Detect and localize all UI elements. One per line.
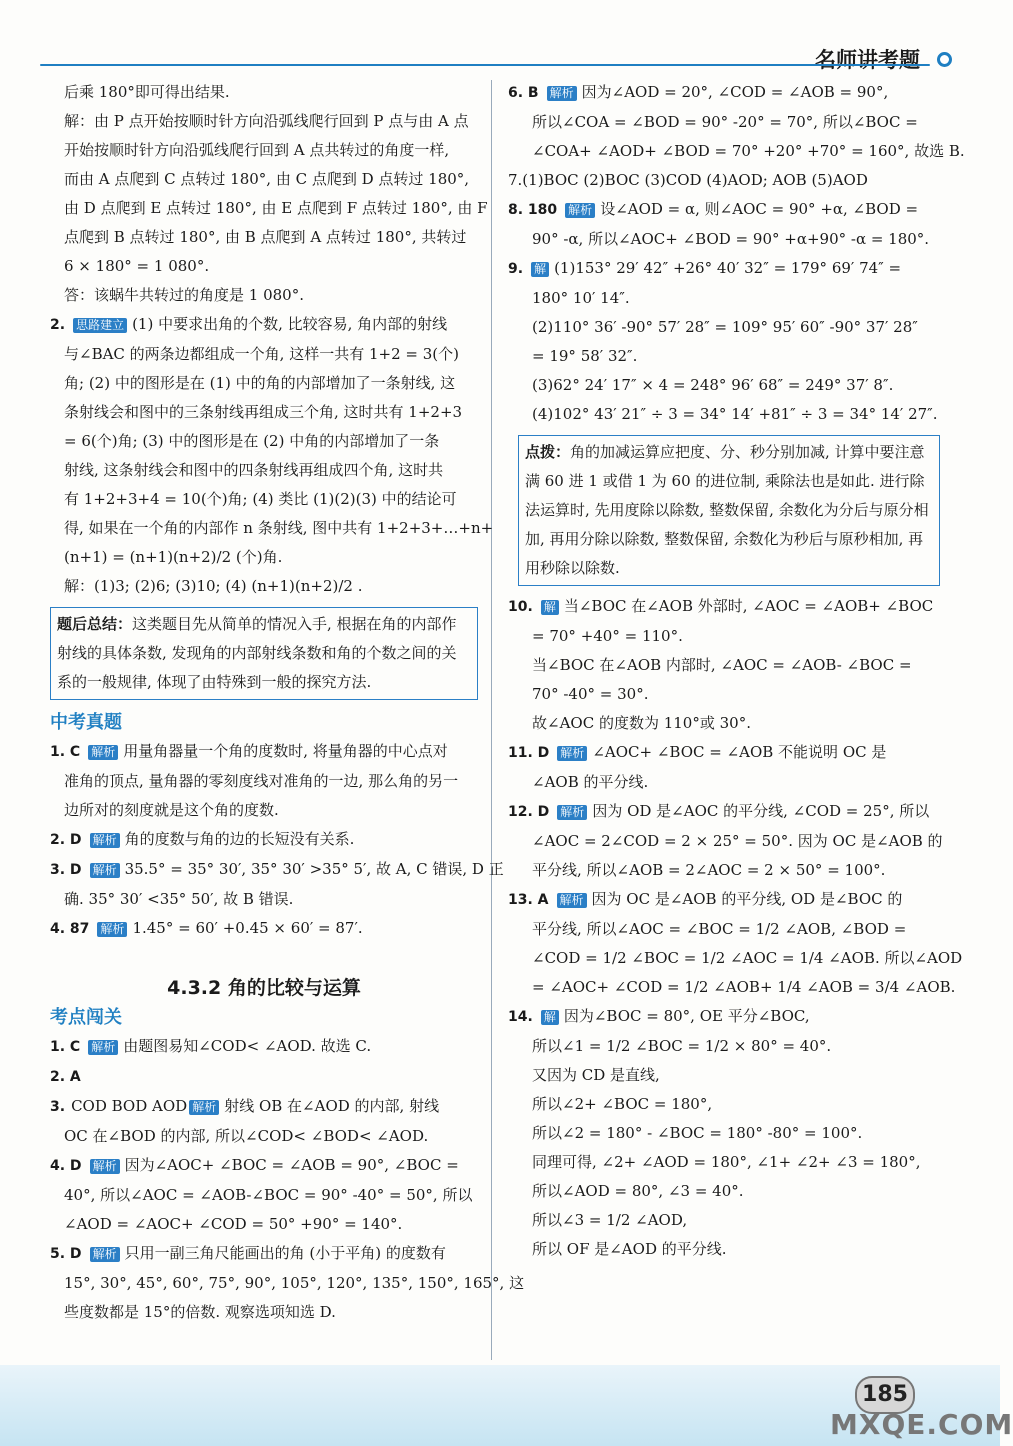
summary-heading: 题后总结： [57, 615, 133, 633]
question-number: 6. B [508, 85, 539, 101]
text-line: 当∠BOC 在∠AOB 内部时, ∠AOC = ∠AOB- ∠BOC = [532, 656, 912, 674]
analysis-tag: 解析 [565, 203, 595, 218]
text-line: ∠AOC = 2∠COD = 2 × 25° = 50°. 因为 OC 是∠AOB 的 [532, 832, 943, 850]
text-line: 用量角器量一个角的度数时, 将量角器的中心点对 [123, 742, 448, 760]
text-line: 又因为 CD 是直线, [532, 1066, 660, 1084]
solution-tag: 解 [531, 262, 549, 277]
question-number: 10. [508, 599, 533, 615]
text-line: = 6(个)角; (3) 中的图形是在 (2) 中角的内部增加了一条 [64, 432, 440, 450]
text-line: 射线 OB 在∠AOD 的内部, 射线 [224, 1097, 440, 1115]
text-line: 70° -40° = 30°. [532, 685, 649, 703]
question-z4 [50, 914, 478, 944]
header-rule [40, 64, 930, 66]
summary-box [50, 607, 478, 700]
question-14 [508, 1002, 940, 1032]
solution-tag: 解 [541, 1010, 559, 1025]
text-line: 当∠BOC 在∠AOB 外部时, ∠AOC = ∠AOB+ ∠BOC [563, 597, 934, 615]
answer-line: 解：(1)3; (2)6; (3)10; (4) (n+1)(n+2)/2 . [64, 577, 363, 595]
text-line: ∠COA+ ∠AOD+ ∠BOD = 70° +20° +70° = 160°, 故选 B. [532, 142, 965, 160]
text-line: 35.5° = 35° 30′, 35° 30′ >35° 5′, 故 A, C 错误, D 正 [124, 860, 504, 878]
text-line: 角的度数与角的边的长短没有关系. [124, 830, 355, 848]
text-line: OC 在∠BOD 的内部, 所以∠COD< ∠BOD< ∠AOD. [64, 1127, 429, 1145]
analysis-tag: 解析 [90, 833, 120, 848]
text-line: 180° 10′ 14″. [532, 289, 630, 307]
page-number: 185 [855, 1376, 915, 1414]
solution-text: 解：由 P 点开始按顺时针方向沿弧线爬行回到 P 点与由 A 点 [64, 112, 469, 130]
analysis-tag: 解析 [90, 1247, 120, 1262]
solution-tag: 解 [541, 600, 559, 615]
text-line: 所以∠COA = ∠BOD = 90° -20° = 70°, 所以∠BOC = [532, 113, 918, 131]
text-line: 90° -α, 所以∠AOC+ ∠BOD = 90° +α+90° -α = 180°. [532, 230, 930, 248]
text-line: 准角的顶点, 量角器的零刻度线对准角的一边, 那么角的另一 [64, 772, 459, 790]
analysis-tag: 解析 [189, 1100, 219, 1115]
text-line: 所以∠AOD = 80°, ∠3 = 40°. [532, 1182, 744, 1200]
question-k2 [50, 1062, 478, 1092]
watermark: MXQE.COM [830, 1408, 1013, 1441]
text-line: 15°, 30°, 45°, 60°, 75°, 90°, 105°, 120°, 135°, 150°, 165°, 这 [64, 1274, 525, 1292]
header-circle-icon [937, 52, 952, 67]
question-number: 13. A [508, 892, 549, 908]
answer-text: COD BOD AOD [71, 1097, 188, 1115]
question-number: 14. [508, 1009, 533, 1025]
question-number: 3. [50, 1099, 66, 1115]
text-line: 故∠AOC 的度数为 110°或 30°. [532, 714, 751, 732]
text-line: 射线, 这条射线会和图中的四条射线再组成四个角, 这时共 [64, 461, 444, 479]
question-number: 11. D [508, 745, 550, 761]
question-9 [508, 254, 940, 284]
analysis-tag: 解析 [90, 863, 120, 878]
section-heading: 中考真题 [50, 712, 122, 733]
question-11 [508, 738, 940, 768]
question-number: 5. D [50, 1246, 82, 1262]
text-line: 平分线, 所以∠AOC = ∠BOC = 1/2 ∠AOB, ∠BOD = [532, 920, 907, 938]
question-12 [508, 797, 940, 827]
question-10 [508, 592, 940, 622]
text-line: 因为∠AOC+ ∠BOC = ∠AOB = 90°, ∠BOC = [124, 1156, 459, 1174]
text-line: ∠COD = 1/2 ∠BOC = 1/2 ∠AOC = 1/4 ∠AOB. 所以∠AOD [532, 949, 963, 967]
text-line [50, 107, 478, 136]
question-number: 12. D [508, 804, 550, 820]
text-line: 所以∠1 = 1/2 ∠BOC = 1/2 × 80° = 40°. [532, 1037, 832, 1055]
text-line: ∠AOD = ∠AOC+ ∠COD = 50° +90° = 140°. [64, 1215, 403, 1233]
question-k3 [50, 1092, 478, 1122]
text-line: 而由 A 点爬到 C 点转过 180°, 由 C 点爬到 D 点转过 180°, [64, 170, 470, 188]
text-line: 设∠AOD = α, 则∠AOC = 90° +α, ∠BOD = [600, 200, 919, 218]
analysis-tag: 解析 [557, 805, 587, 820]
text-line: (4)102° 43′ 21″ ÷ 3 = 34° 14′ +81″ ÷ 3 = 34° 14′ 27″. [532, 405, 938, 423]
text-line: = 70° +40° = 110°. [532, 627, 683, 645]
thinking-tag: 思路建立 [73, 318, 127, 333]
text-line: 所以 OF 是∠AOD 的平分线. [532, 1240, 727, 1258]
tip-body: 角的加减运算应把度、分、秒分别加减, 计算中要注意满 60 进 1 或借 1 为 60 的进位制, 乘除法也是如此. 进行除法运算时, 先用度除以除数, 整数保留, 余数化为分后与原分相加, 再用分除以除数, 整数保留, 余数化为秒后与原秒相加, 再用秒除以除数. [525, 443, 929, 577]
question-number: 1. C [50, 1039, 81, 1055]
question-number: 4. 87 [50, 921, 90, 937]
text-line: 边所对的刻度就是这个角的度数. [64, 801, 279, 819]
text-line: 得, 如果在一个角的内部作 n 条射线, 图中共有 1+2+3+…+n+ [64, 519, 494, 537]
question-number: 3. D [50, 862, 82, 878]
question-number: 4. D [50, 1158, 82, 1174]
text-line: (3)62° 24′ 17″ × 4 = 248° 96′ 68″ = 249° 37′ 8″. [532, 376, 894, 394]
text-line: 只用一副三角尺能画出的角 (小于平角) 的度数有 [124, 1244, 446, 1262]
column-divider [491, 80, 492, 1360]
question-13 [508, 885, 940, 915]
text-line: 点爬到 B 点转过 180°, 由 B 点爬到 A 点转过 180°, 共转过 [64, 228, 467, 246]
question-8 [508, 195, 940, 225]
text-line: 些度数都是 15°的倍数. 观察选项知选 D. [64, 1303, 336, 1321]
tip-box [518, 435, 940, 586]
text-line: 因为∠AOD = 20°, ∠COD = ∠AOB = 90°, [581, 83, 889, 101]
text-line: 条射线会和图中的三条射线再组成三个角, 这时共有 1+2+3 [64, 403, 463, 421]
question-number: 8. 180 [508, 202, 558, 218]
text-line: 后乘 180°即可得出结果. [64, 83, 230, 101]
text-line: = 19° 58′ 32″. [532, 347, 638, 365]
text-line: 与∠BAC 的两条边都组成一个角, 这样一共有 1+2 = 3(个) [64, 345, 459, 363]
summary-text [57, 610, 471, 697]
analysis-tag: 解析 [97, 922, 127, 937]
summary-body: 这类题目先从简单的情况入手, 根据在角的内部作射线的具体条数, 发现角的内部射线条数和角的个数之间的关系的一般规律, 体现了由特殊到一般的探究方法. [57, 615, 457, 691]
text-line: 确. 35° 30′ <35° 50′, 故 B 错误. [64, 890, 294, 908]
text-line: 平分线, 所以∠AOB = 2∠AOC = 2 × 50° = 100°. [532, 861, 886, 879]
question-k5 [50, 1239, 478, 1269]
text-line: 因为 OC 是∠AOB 的平分线, OD 是∠BOC 的 [591, 890, 903, 908]
analysis-tag: 解析 [557, 893, 587, 908]
question-7: 7.(1)BOC (2)BOC (3)COD (4)AOD; AOB (5)AOD [508, 171, 868, 189]
question-z2 [50, 825, 478, 855]
question-k4 [50, 1151, 478, 1181]
text-line: 因为 OD 是∠AOC 的平分线, ∠COD = 25°, 所以 [592, 802, 930, 820]
text-line: 同理可得, ∠2+ ∠AOD = 180°, ∠1+ ∠2+ ∠3 = 180°, [532, 1153, 921, 1171]
text-line: 有 1+2+3+4 = 10(个)角; (4) 类比 (1)(2)(3) 中的结论可 [64, 490, 457, 508]
question-6 [508, 78, 940, 108]
text-line: 1.45° = 60′ +0.45 × 60′ = 87′. [132, 919, 363, 937]
text-line: ∠AOC+ ∠BOC = ∠AOB 不能说明 OC 是 [592, 743, 887, 761]
analysis-tag: 解析 [88, 1040, 118, 1055]
text-line: 开始按顺时针方向沿弧线爬行回到 A 点共转过的角度一样, [64, 141, 450, 159]
tip-text [525, 438, 933, 583]
text-line: (n+1) = (n+1)(n+2)/2 (个)角. [64, 548, 283, 566]
analysis-tag: 解析 [557, 746, 587, 761]
text-line: 由 D 点爬到 E 点转过 180°, 由 E 点爬到 F 点转过 180°, 由 F [64, 199, 488, 217]
text-line: (2)110° 36′ -90° 57′ 28″ = 109° 95′ 60″ -90° 37′ 28″ [532, 318, 918, 336]
question-k1 [50, 1032, 478, 1062]
question-number: 2. [50, 317, 66, 333]
section-heading: 考点闯关 [50, 1007, 122, 1028]
text-line: ∠AOB 的平分线. [532, 773, 649, 791]
text-line: 所以∠2+ ∠BOC = 180°, [532, 1095, 713, 1113]
text-line: (1) 中要求出角的个数, 比较容易, 角内部的射线 [132, 315, 448, 333]
question-number: 9. [508, 261, 524, 277]
analysis-tag: 解析 [547, 86, 577, 101]
analysis-tag: 解析 [88, 745, 118, 760]
text-line: 角; (2) 中的图形是在 (1) 中的角的内部增加了一条射线, 这 [64, 374, 456, 392]
question-2 [50, 310, 478, 340]
text-line: 由题图易知∠COD< ∠AOD. 故选 C. [123, 1037, 372, 1055]
question-z1 [50, 737, 478, 767]
text-line: = ∠AOC+ ∠COD = 1/2 ∠AOB+ 1/4 ∠AOB = 3/4 ∠AOB. [532, 978, 956, 996]
text-line: 所以∠2 = 180° - ∠BOC = 180° -80° = 100°. [532, 1124, 863, 1142]
question-number: 1. C [50, 744, 81, 760]
text-line: 6 × 180° = 1 080°. [64, 257, 210, 275]
text-line: 所以∠3 = 1/2 ∠AOD, [532, 1211, 688, 1229]
header-title: 名师讲考题 [815, 48, 920, 72]
text-line: (1)153° 29′ 42″ +26° 40′ 32″ = 179° 69′ 74″ = [554, 259, 902, 277]
text-line: 因为∠BOC = 80°, OE 平分∠BOC, [563, 1007, 810, 1025]
right-column [508, 78, 965, 1264]
text-line: 答：该蜗牛共转过的角度是 1 080°. [64, 286, 304, 304]
question-number: 2. A [50, 1069, 81, 1085]
tip-heading: 点拨： [525, 443, 571, 461]
section-title: 4.3.2 角的比较与运算 [167, 977, 361, 999]
analysis-tag: 解析 [90, 1159, 120, 1174]
question-number: 2. D [50, 832, 82, 848]
question-z3 [50, 855, 504, 885]
text-line: 40°, 所以∠AOC = ∠AOB-∠BOC = 90° -40° = 50°, 所以 [64, 1186, 473, 1204]
